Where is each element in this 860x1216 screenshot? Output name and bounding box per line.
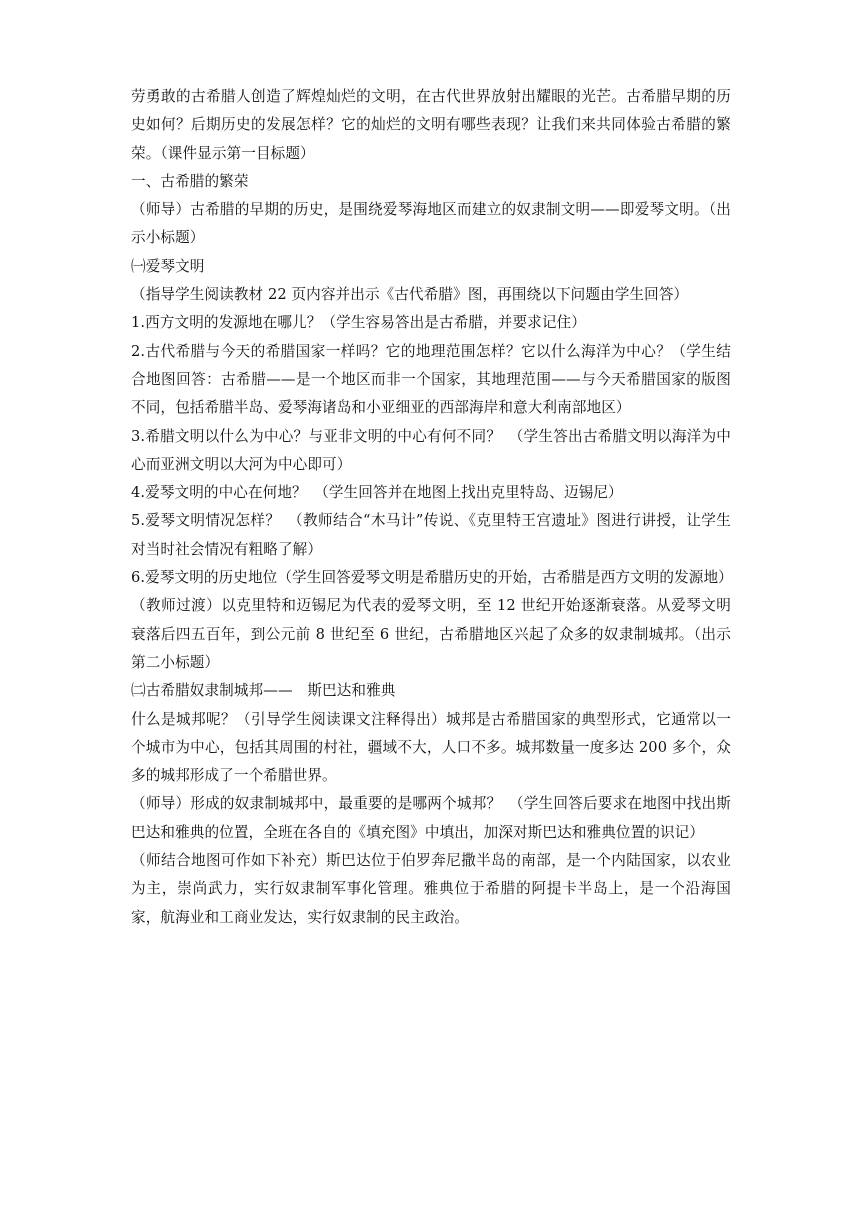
question-1: 1.西方文明的发源地在哪儿？（学生容易答出是古希腊，并要求记住） [131,314,586,332]
question-5: 5.爱琴文明情况怎样？ （教师结合“木马计”传说、《克里特王宫遗址》图进行讲授，让学生对当时社会情况有粗略了解） [131,512,731,558]
document-body [131,83,731,932]
paragraph-teacher-transition: （教师过渡）以克里特和迈锡尼为代表的爱琴文明，至 12 世纪开始逐渐衰落。从爱琴文明衰落后四五百年，到公元前 8 世纪至 6 世纪，古希腊地区兴起了众多的奴隶制城邦。（出示第二小标题） [131,597,731,671]
paragraph-city-state-definition: 什么是城邦呢？（引导学生阅读课文注释得出）城邦是古希腊国家的典型形式，它通常以一个城市为中心，包括其周围的村社，疆域不大，人口不多。城邦数量一度多达 200 多个，众多的城邦形成了一个希腊世界。 [131,710,731,785]
subheading-city-states: ㈡古希腊奴隶制城邦—— 斯巴达和雅典 [131,682,396,700]
question-6: 6.爱琴文明的历史地位（学生回答爱琴文明是希腊历史的开始，古希腊是西方文明的发源地） [131,569,733,587]
paragraph-intro: 劳勇敢的古希腊人创造了辉煌灿烂的文明，在古代世界放射出耀眼的光芒。古希腊早期的历史如何？后期历史的发展怎样？它的灿烂的文明有哪些表现？让我们来共同体验古希腊的繁荣。（课件显示第一目标题） [131,88,731,162]
question-3: 3.希腊文明以什么为中心？与亚非文明的中心有何不同？ （学生答出古希腊文明以海洋为中心而亚洲文明以大河为中心即可） [131,427,731,473]
paragraph-main-city-states: （师导）形成的奴隶制城邦中，最重要的是哪两个城邦？ （学生回答后要求在地图中找出斯巴达和雅典的位置，全班在各自的《填充图》中填出，加深对斯巴达和雅典位置的识记） [131,795,731,841]
section-heading-prosperity: 一、古希腊的繁荣 [131,172,249,190]
subheading-aegean-civilization: ㈠爱琴文明 [131,257,205,275]
question-2: 2.古代希腊与今天的希腊国家一样吗？它的地理范围怎样？它以什么海洋为中心？（学生结合地图回答：古希腊——是一个地区而非一个国家，其地理范围——与今天希腊国家的版图不同，包括希腊半岛、爱琴海诸岛和小亚细亚的西部海岸和意大利南部地区） [131,342,731,417]
question-4: 4.爱琴文明的中心在何地？ （学生回答并在地图上找出克里特岛、迈锡尼） [131,484,623,502]
paragraph-teacher-guide: （师导）古希腊的早期的历史，是围绕爱琴海地区而建立的奴隶制文明——即爱琴文明。（出示小标题） [131,201,731,247]
paragraph-sparta-athens: （师结合地图可作如下补充）斯巴达位于伯罗奔尼撒半岛的南部，是一个内陆国家，以农业为主，崇尚武力，实行奴隶制军事化管理。雅典位于希腊的阿提卡半岛上，是一个沿海国家，航海业和工商业发达，实行奴隶制的民主政治。 [131,852,731,926]
paragraph-reading-instruction: （指导学生阅读教材 22 页内容并出示《古代希腊》图，再围绕以下问题由学生回答） [131,286,689,304]
